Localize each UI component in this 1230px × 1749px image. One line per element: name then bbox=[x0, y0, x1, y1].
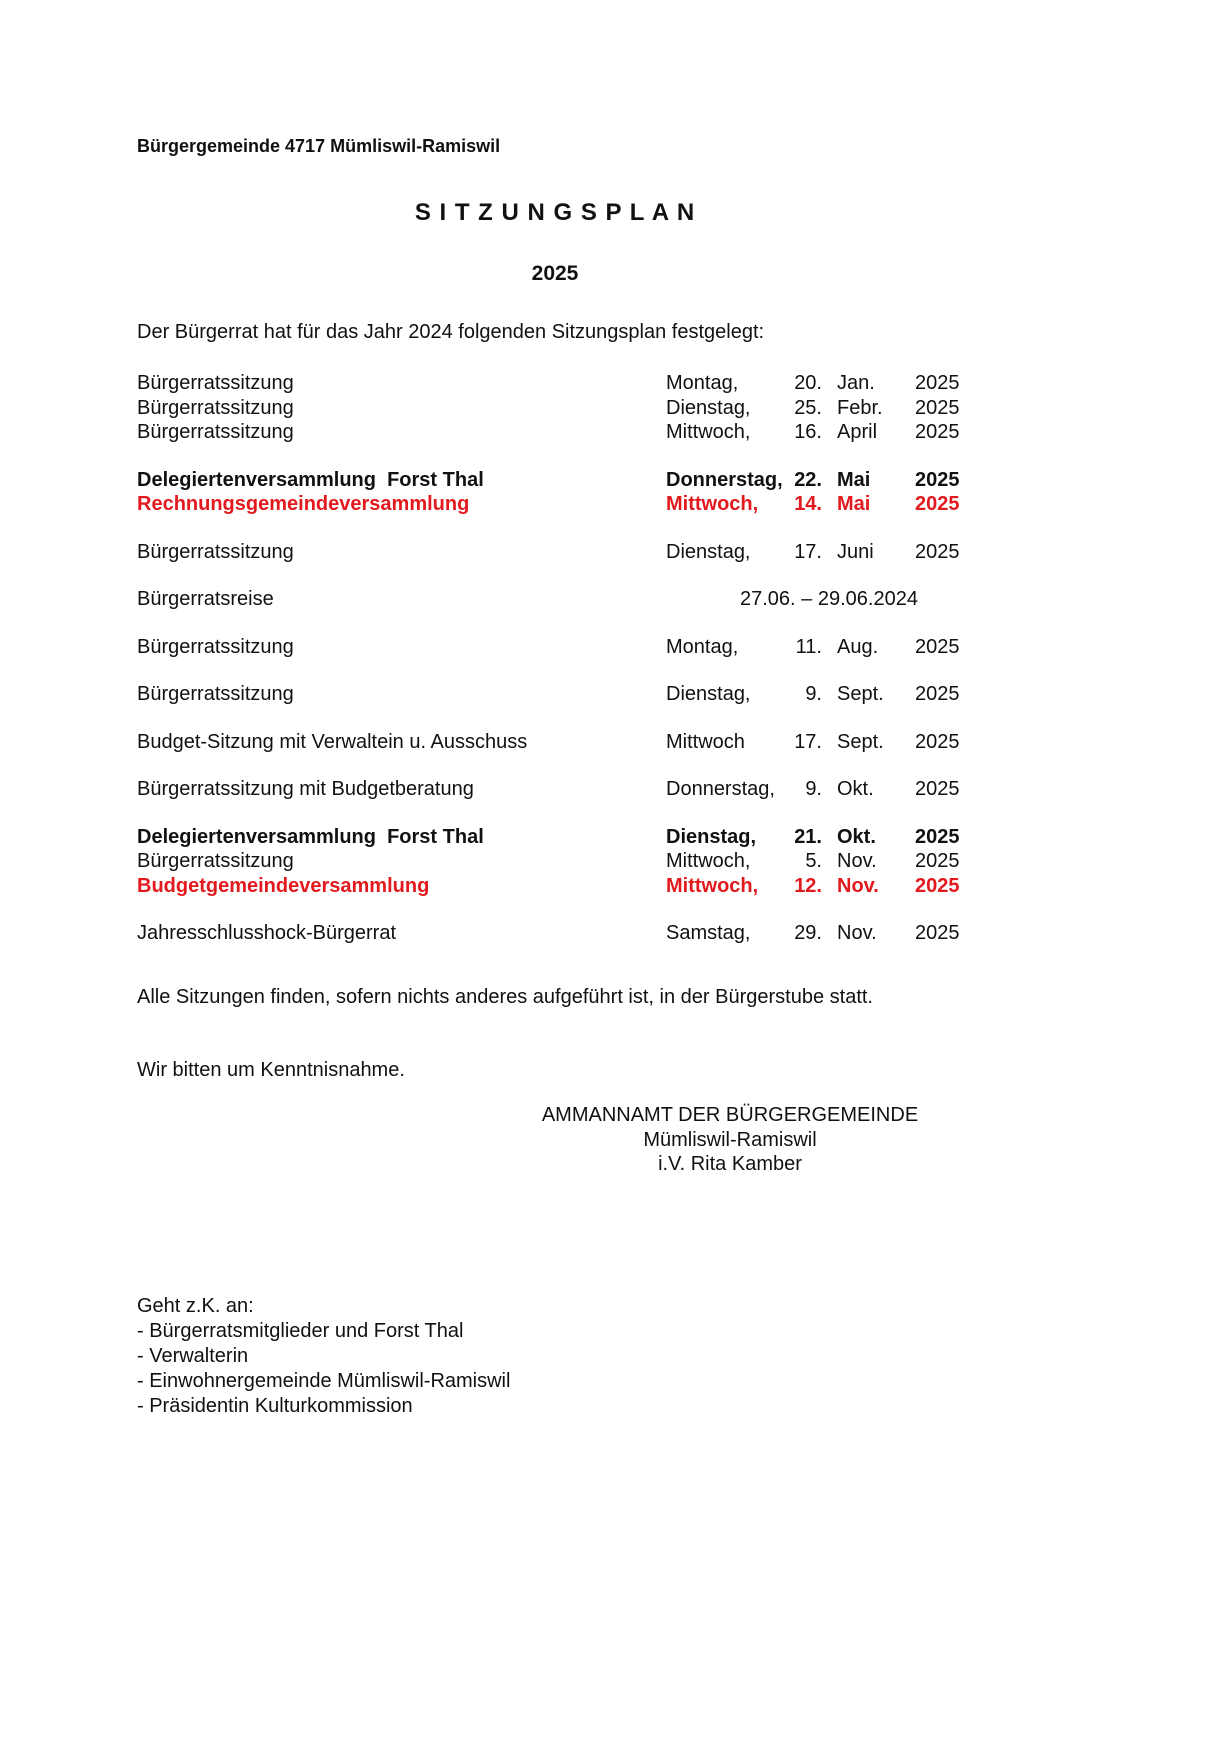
signature-block bbox=[490, 1103, 970, 1177]
event-name: Bürgerratssitzung bbox=[137, 683, 294, 705]
weekday: Donnerstag, bbox=[666, 468, 783, 491]
year: 2025 bbox=[915, 493, 960, 515]
day-number: 20. bbox=[794, 372, 822, 394]
schedule-row bbox=[137, 730, 997, 755]
schedule-group bbox=[137, 371, 997, 445]
month: Okt. bbox=[837, 825, 876, 848]
weekday: Dienstag, bbox=[666, 396, 751, 419]
day-number: 9. bbox=[805, 683, 822, 705]
weekday: Mittwoch, bbox=[666, 421, 751, 443]
note-acknowledge: Wir bitten um Kenntnisnahme. bbox=[137, 1059, 405, 1081]
schedule-row bbox=[137, 396, 997, 421]
event-name: Jahresschlusshock-Bürgerrat bbox=[137, 922, 396, 944]
intro-paragraph: Der Bürgerrat hat für das Jahr 2024 folgenden Sitzungsplan festgelegt: bbox=[137, 321, 765, 343]
schedule-group bbox=[137, 682, 997, 707]
year: 2025 bbox=[915, 635, 960, 658]
distribution-items bbox=[137, 1319, 510, 1419]
weekday: Mittwoch, bbox=[666, 493, 759, 515]
event-name: Bürgerratssitzung bbox=[137, 372, 294, 394]
title-year: 2025 bbox=[531, 262, 579, 285]
distribution-item: - Einwohnergemeinde Mümliswil-Ramiswil bbox=[137, 1370, 511, 1392]
month: Nov. bbox=[837, 850, 877, 872]
year: 2025 bbox=[915, 874, 960, 897]
month: Okt. bbox=[837, 778, 874, 800]
day-number: 29. bbox=[794, 922, 822, 944]
event-name: Bürgerratsreise bbox=[137, 588, 274, 610]
schedule-row bbox=[137, 468, 997, 493]
event-name: Bürgerratssitzung mit Budgetberatung bbox=[137, 778, 474, 800]
weekday: Mittwoch bbox=[666, 730, 745, 753]
distribution-item: - Präsidentin Kulturkommission bbox=[137, 1395, 413, 1417]
month: Sept. bbox=[837, 730, 884, 753]
month: Aug. bbox=[837, 635, 879, 658]
day-number: 5. bbox=[805, 850, 822, 872]
event-name: Bürgerratssitzung bbox=[137, 850, 294, 872]
year: 2025 bbox=[915, 396, 960, 419]
month: Juni bbox=[837, 540, 874, 563]
weekday: Montag, bbox=[666, 372, 739, 394]
schedule-row bbox=[137, 420, 997, 445]
event-name: Bürgerratssitzung bbox=[137, 635, 294, 658]
schedule-row bbox=[137, 492, 997, 517]
day-number: 25. bbox=[794, 396, 822, 419]
year: 2025 bbox=[915, 421, 960, 443]
schedule-group bbox=[137, 730, 997, 755]
year: 2025 bbox=[915, 825, 960, 848]
event-name: Rechnungsgemeindeversammlung bbox=[137, 493, 470, 515]
event-name: Delegiertenversammlung Forst Thal bbox=[137, 825, 484, 848]
year: 2025 bbox=[915, 540, 960, 563]
event-name: Bürgerratssitzung bbox=[137, 540, 294, 563]
distribution-list bbox=[137, 1294, 510, 1419]
schedule-row bbox=[137, 849, 997, 874]
distribution-item: - Verwalterin bbox=[137, 1345, 249, 1367]
schedule-row bbox=[137, 371, 997, 396]
weekday: Donnerstag, bbox=[666, 778, 775, 800]
year: 2025 bbox=[915, 372, 960, 394]
schedule-group bbox=[137, 540, 997, 565]
schedule-row bbox=[137, 540, 997, 565]
day-number: 9. bbox=[805, 778, 822, 800]
year: 2025 bbox=[915, 850, 960, 872]
month: Sept. bbox=[837, 683, 884, 705]
weekday: Montag, bbox=[666, 635, 739, 658]
day-number: 12. bbox=[794, 874, 822, 897]
distribution-item: - Bürgerratsmitglieder und Forst Thal bbox=[137, 1320, 464, 1342]
schedule-group bbox=[137, 635, 997, 660]
date-range: 27.06. – 29.06.2024 bbox=[740, 588, 918, 610]
event-name: Bürgerratssitzung bbox=[137, 396, 294, 419]
event-name: Delegiertenversammlung Forst Thal bbox=[137, 468, 484, 491]
schedule-group bbox=[137, 825, 997, 899]
month: Nov. bbox=[837, 874, 879, 897]
page-title: S I T Z U N G S P L A N bbox=[414, 199, 696, 226]
year: 2025 bbox=[915, 922, 960, 944]
day-number: 22. bbox=[794, 468, 822, 491]
schedule-group bbox=[137, 921, 997, 946]
event-name: Bürgerratssitzung bbox=[137, 421, 294, 443]
day-number: 17. bbox=[794, 540, 822, 563]
event-name: Budget-Sitzung mit Verwaltein u. Ausschuss bbox=[137, 730, 528, 753]
event-name: Budgetgemeindeversammlung bbox=[137, 874, 430, 897]
schedule-group bbox=[137, 468, 997, 517]
day-number: 14. bbox=[794, 493, 822, 515]
schedule-row bbox=[137, 587, 997, 612]
schedule-group bbox=[137, 777, 997, 802]
month: Mai bbox=[837, 468, 871, 491]
schedule-row bbox=[137, 825, 997, 850]
schedule-row bbox=[137, 777, 997, 802]
year: 2025 bbox=[915, 468, 960, 491]
weekday: Dienstag, bbox=[666, 540, 751, 563]
org-header: Bürgergemeinde 4717 Mümliswil-Ramiswil bbox=[137, 136, 501, 156]
schedule-table bbox=[137, 371, 997, 969]
weekday: Dienstag, bbox=[666, 825, 757, 848]
schedule-row bbox=[137, 682, 997, 707]
weekday: Samstag, bbox=[666, 922, 751, 944]
signature-office: AMMANNAMT DER BÜRGERGEMEINDE bbox=[541, 1104, 919, 1126]
signature-name: i.V. Rita Kamber bbox=[658, 1153, 802, 1175]
weekday: Dienstag, bbox=[666, 683, 751, 705]
weekday: Mittwoch, bbox=[666, 850, 751, 872]
year: 2025 bbox=[915, 683, 960, 705]
day-number: 16. bbox=[794, 421, 822, 443]
schedule-row bbox=[137, 921, 997, 946]
year: 2025 bbox=[915, 730, 960, 753]
month: Nov. bbox=[837, 922, 877, 944]
month: Mai bbox=[837, 493, 871, 515]
distribution-heading: Geht z.K. an: bbox=[137, 1295, 254, 1317]
month: Febr. bbox=[837, 396, 883, 419]
weekday: Mittwoch, bbox=[666, 874, 759, 897]
schedule-group bbox=[137, 587, 997, 612]
day-number: 17. bbox=[794, 730, 822, 753]
day-number: 11. bbox=[795, 635, 822, 658]
month: April bbox=[837, 421, 878, 443]
schedule-row bbox=[137, 874, 997, 899]
year: 2025 bbox=[915, 778, 960, 800]
day-number: 21. bbox=[794, 825, 822, 848]
schedule-row bbox=[137, 635, 997, 660]
signature-municipality: Mümliswil-Ramiswil bbox=[643, 1128, 817, 1151]
note-location: Alle Sitzungen finden, sofern nichts anderes aufgeführt ist, in der Bürgerstube statt. bbox=[137, 986, 873, 1008]
month: Jan. bbox=[837, 372, 875, 394]
